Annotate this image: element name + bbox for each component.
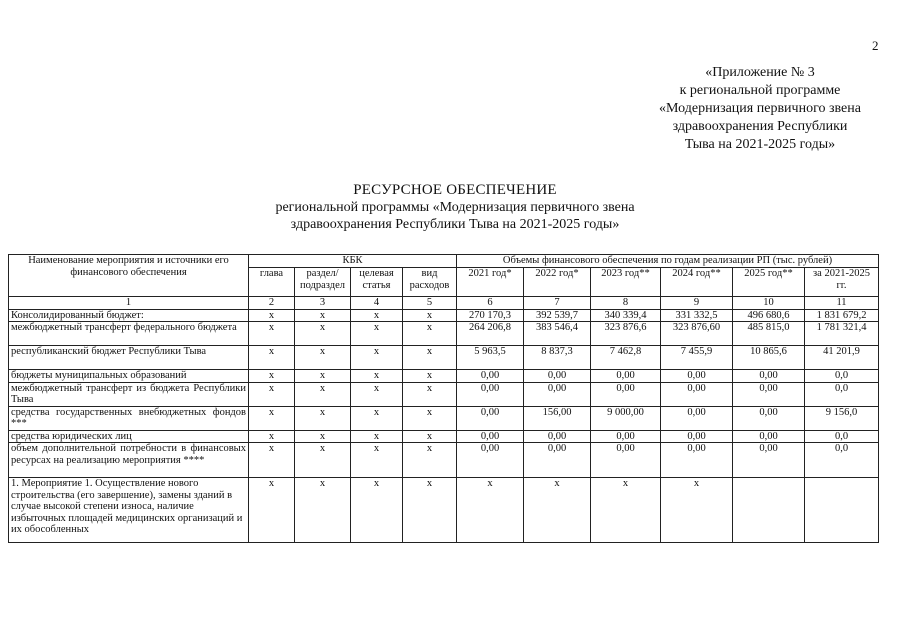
row-name: межбюджетный трансферт федерального бюджета [9, 322, 249, 346]
table-cell: 264 206,8 [457, 322, 524, 346]
page-number: 2 [872, 38, 879, 53]
table-cell: 9 000,00 [591, 406, 661, 430]
table-cell: x [403, 430, 457, 443]
table-cell: 0,00 [524, 443, 591, 478]
table-cell: x [351, 346, 403, 370]
table-cell: 10 865,6 [733, 346, 805, 370]
table-cell: x [403, 443, 457, 478]
table-cell: 0,00 [457, 443, 524, 478]
table-cell: x [403, 309, 457, 322]
header-kbk-col: целевая статья [351, 268, 403, 297]
table-header-row [9, 255, 879, 268]
table-cell: 8 837,3 [524, 346, 591, 370]
appendix-block [640, 64, 880, 154]
table-cell: x [249, 382, 295, 406]
column-number: 9 [661, 297, 733, 310]
table-row [9, 346, 879, 370]
table-cell [805, 478, 879, 543]
table-cell: 485 815,0 [733, 322, 805, 346]
table-cell: x [295, 322, 351, 346]
table-cell: 0,0 [805, 430, 879, 443]
document-heading [210, 182, 700, 233]
table-cell: x [403, 322, 457, 346]
table-cell: 156,00 [524, 406, 591, 430]
header-kbk-col: глава [249, 268, 295, 297]
column-number: 2 [249, 297, 295, 310]
table-cell: 0,00 [591, 443, 661, 478]
table-cell: 323 876,60 [661, 322, 733, 346]
table-cell: 0,00 [733, 443, 805, 478]
table-cell: 9 156,0 [805, 406, 879, 430]
row-name: объем дополнительной потребности в финансовых ресурсах на реализацию мероприятия **** [9, 443, 249, 478]
header-year-col: 2021 год* [457, 268, 524, 297]
table-cell: x [403, 382, 457, 406]
document-subtitle-line: региональной программы «Модернизация первичного звена [275, 200, 635, 215]
table-cell: x [249, 346, 295, 370]
table-cell: x [295, 406, 351, 430]
column-number-row [9, 297, 879, 310]
table-cell: x [351, 430, 403, 443]
header-kbk: КБК [249, 255, 457, 268]
table-cell: x [351, 370, 403, 383]
appendix-line: здравоохранения Республики [672, 119, 848, 134]
table-cell: x [351, 382, 403, 406]
table-row [9, 309, 879, 322]
table-cell: 0,00 [661, 406, 733, 430]
table-cell: 0,00 [457, 430, 524, 443]
header-volumes: Объемы финансового обеспечения по годам реализации РП (тыс. рублей) [457, 255, 879, 268]
row-name: 1. Мероприятие 1. Осуществление нового строительства (его завершение), замены зданий в случае высокой степени износа, наличие избыточных площадей медицинских организаций и их обособленных [9, 478, 249, 543]
resource-table [8, 254, 879, 543]
appendix-line: «Модернизация первичного звена [659, 101, 861, 116]
table-cell: x [351, 406, 403, 430]
appendix-line: «Приложение № 3 [705, 65, 815, 80]
column-number: 8 [591, 297, 661, 310]
column-number: 5 [403, 297, 457, 310]
table-cell: x [457, 478, 524, 543]
table-cell: 0,00 [591, 382, 661, 406]
table-cell: x [249, 430, 295, 443]
column-number: 10 [733, 297, 805, 310]
row-name: республиканский бюджет Республики Тыва [9, 346, 249, 370]
table-cell: x [403, 370, 457, 383]
table-row [9, 322, 879, 346]
header-year-col: 2022 год* [524, 268, 591, 297]
table-cell: x [295, 346, 351, 370]
table-cell: 0,00 [591, 430, 661, 443]
table-cell: 0,00 [733, 370, 805, 383]
document-subtitle-line: здравоохранения Республики Тыва на 2021-2025 годы» [290, 217, 620, 232]
table-cell: x [351, 478, 403, 543]
header-year-col: за 2021-2025 гг. [805, 268, 879, 297]
header-year-col: 2024 год** [661, 268, 733, 297]
table-cell: 0,0 [805, 370, 879, 383]
header-year-col: 2023 год** [591, 268, 661, 297]
table-cell: 1 831 679,2 [805, 309, 879, 322]
table-cell: x [249, 406, 295, 430]
table-cell: 0,00 [457, 370, 524, 383]
table-row [9, 382, 879, 406]
table-cell: 0,00 [733, 406, 805, 430]
table-cell: x [249, 309, 295, 322]
table-cell: 0,00 [661, 443, 733, 478]
table-cell: 0,00 [661, 430, 733, 443]
table-cell: x [295, 430, 351, 443]
table-cell: 323 876,6 [591, 322, 661, 346]
table-cell: 0,00 [457, 382, 524, 406]
table-cell: x [249, 443, 295, 478]
table-cell: 383 546,4 [524, 322, 591, 346]
row-name: средства юридических лиц [9, 430, 249, 443]
row-name: Консолидированный бюджет: [9, 309, 249, 322]
table-row [9, 478, 879, 543]
table-cell: x [295, 478, 351, 543]
table-cell: 0,00 [524, 382, 591, 406]
appendix-line: к региональной программе [679, 83, 841, 98]
table-cell: x [351, 322, 403, 346]
row-name: средства государственных внебюджетных фондов *** [9, 406, 249, 430]
table-cell: 0,00 [661, 370, 733, 383]
table-cell: x [249, 322, 295, 346]
table-row [9, 443, 879, 478]
table-cell: x [295, 443, 351, 478]
document-title: РЕСУРСНОЕ ОБЕСПЕЧЕНИЕ [353, 182, 557, 198]
table-cell: x [591, 478, 661, 543]
table-cell: 7 462,8 [591, 346, 661, 370]
table-cell: 0,00 [524, 430, 591, 443]
row-name: бюджеты муниципальных образований [9, 370, 249, 383]
appendix-line: Тыва на 2021-2025 годы» [684, 137, 836, 152]
table-cell: x [295, 309, 351, 322]
table-cell: 392 539,7 [524, 309, 591, 322]
table-cell: x [351, 443, 403, 478]
header-kbk-col: раздел/ подраздел [295, 268, 351, 297]
table-cell: 7 455,9 [661, 346, 733, 370]
header-kbk-col: вид расходов [403, 268, 457, 297]
column-number: 1 [9, 297, 249, 310]
table-cell: 0,0 [805, 382, 879, 406]
table-cell: 0,00 [661, 382, 733, 406]
table-cell: x [295, 382, 351, 406]
column-number: 11 [805, 297, 879, 310]
table-cell: x [661, 478, 733, 543]
header-name: Наименование мероприятия и источники его финансового обеспечения [9, 255, 249, 297]
table-cell: x [403, 478, 457, 543]
table-cell [733, 478, 805, 543]
table-row [9, 406, 879, 430]
column-number: 6 [457, 297, 524, 310]
column-number: 7 [524, 297, 591, 310]
table-cell: 331 332,5 [661, 309, 733, 322]
table-cell: 1 781 321,4 [805, 322, 879, 346]
table-row [9, 370, 879, 383]
table-cell: x [249, 478, 295, 543]
table-cell: 5 963,5 [457, 346, 524, 370]
table-cell: x [524, 478, 591, 543]
table-cell: 0,00 [591, 370, 661, 383]
table-cell: x [403, 346, 457, 370]
column-number: 4 [351, 297, 403, 310]
table-cell: 0,00 [524, 370, 591, 383]
row-name: межбюджетный трансферт из бюджета Республики Тыва [9, 382, 249, 406]
table-cell: 0,00 [733, 382, 805, 406]
table-cell: 0,0 [805, 443, 879, 478]
table-cell: 0,00 [457, 406, 524, 430]
table-row [9, 430, 879, 443]
table-cell: 270 170,3 [457, 309, 524, 322]
column-number: 3 [295, 297, 351, 310]
table-cell: x [249, 370, 295, 383]
table-cell: 340 339,4 [591, 309, 661, 322]
header-year-col: 2025 год** [733, 268, 805, 297]
table-cell: 0,00 [733, 430, 805, 443]
table-cell: x [351, 309, 403, 322]
table-cell: x [403, 406, 457, 430]
table-cell: 496 680,6 [733, 309, 805, 322]
table-cell: 41 201,9 [805, 346, 879, 370]
table-cell: x [295, 370, 351, 383]
